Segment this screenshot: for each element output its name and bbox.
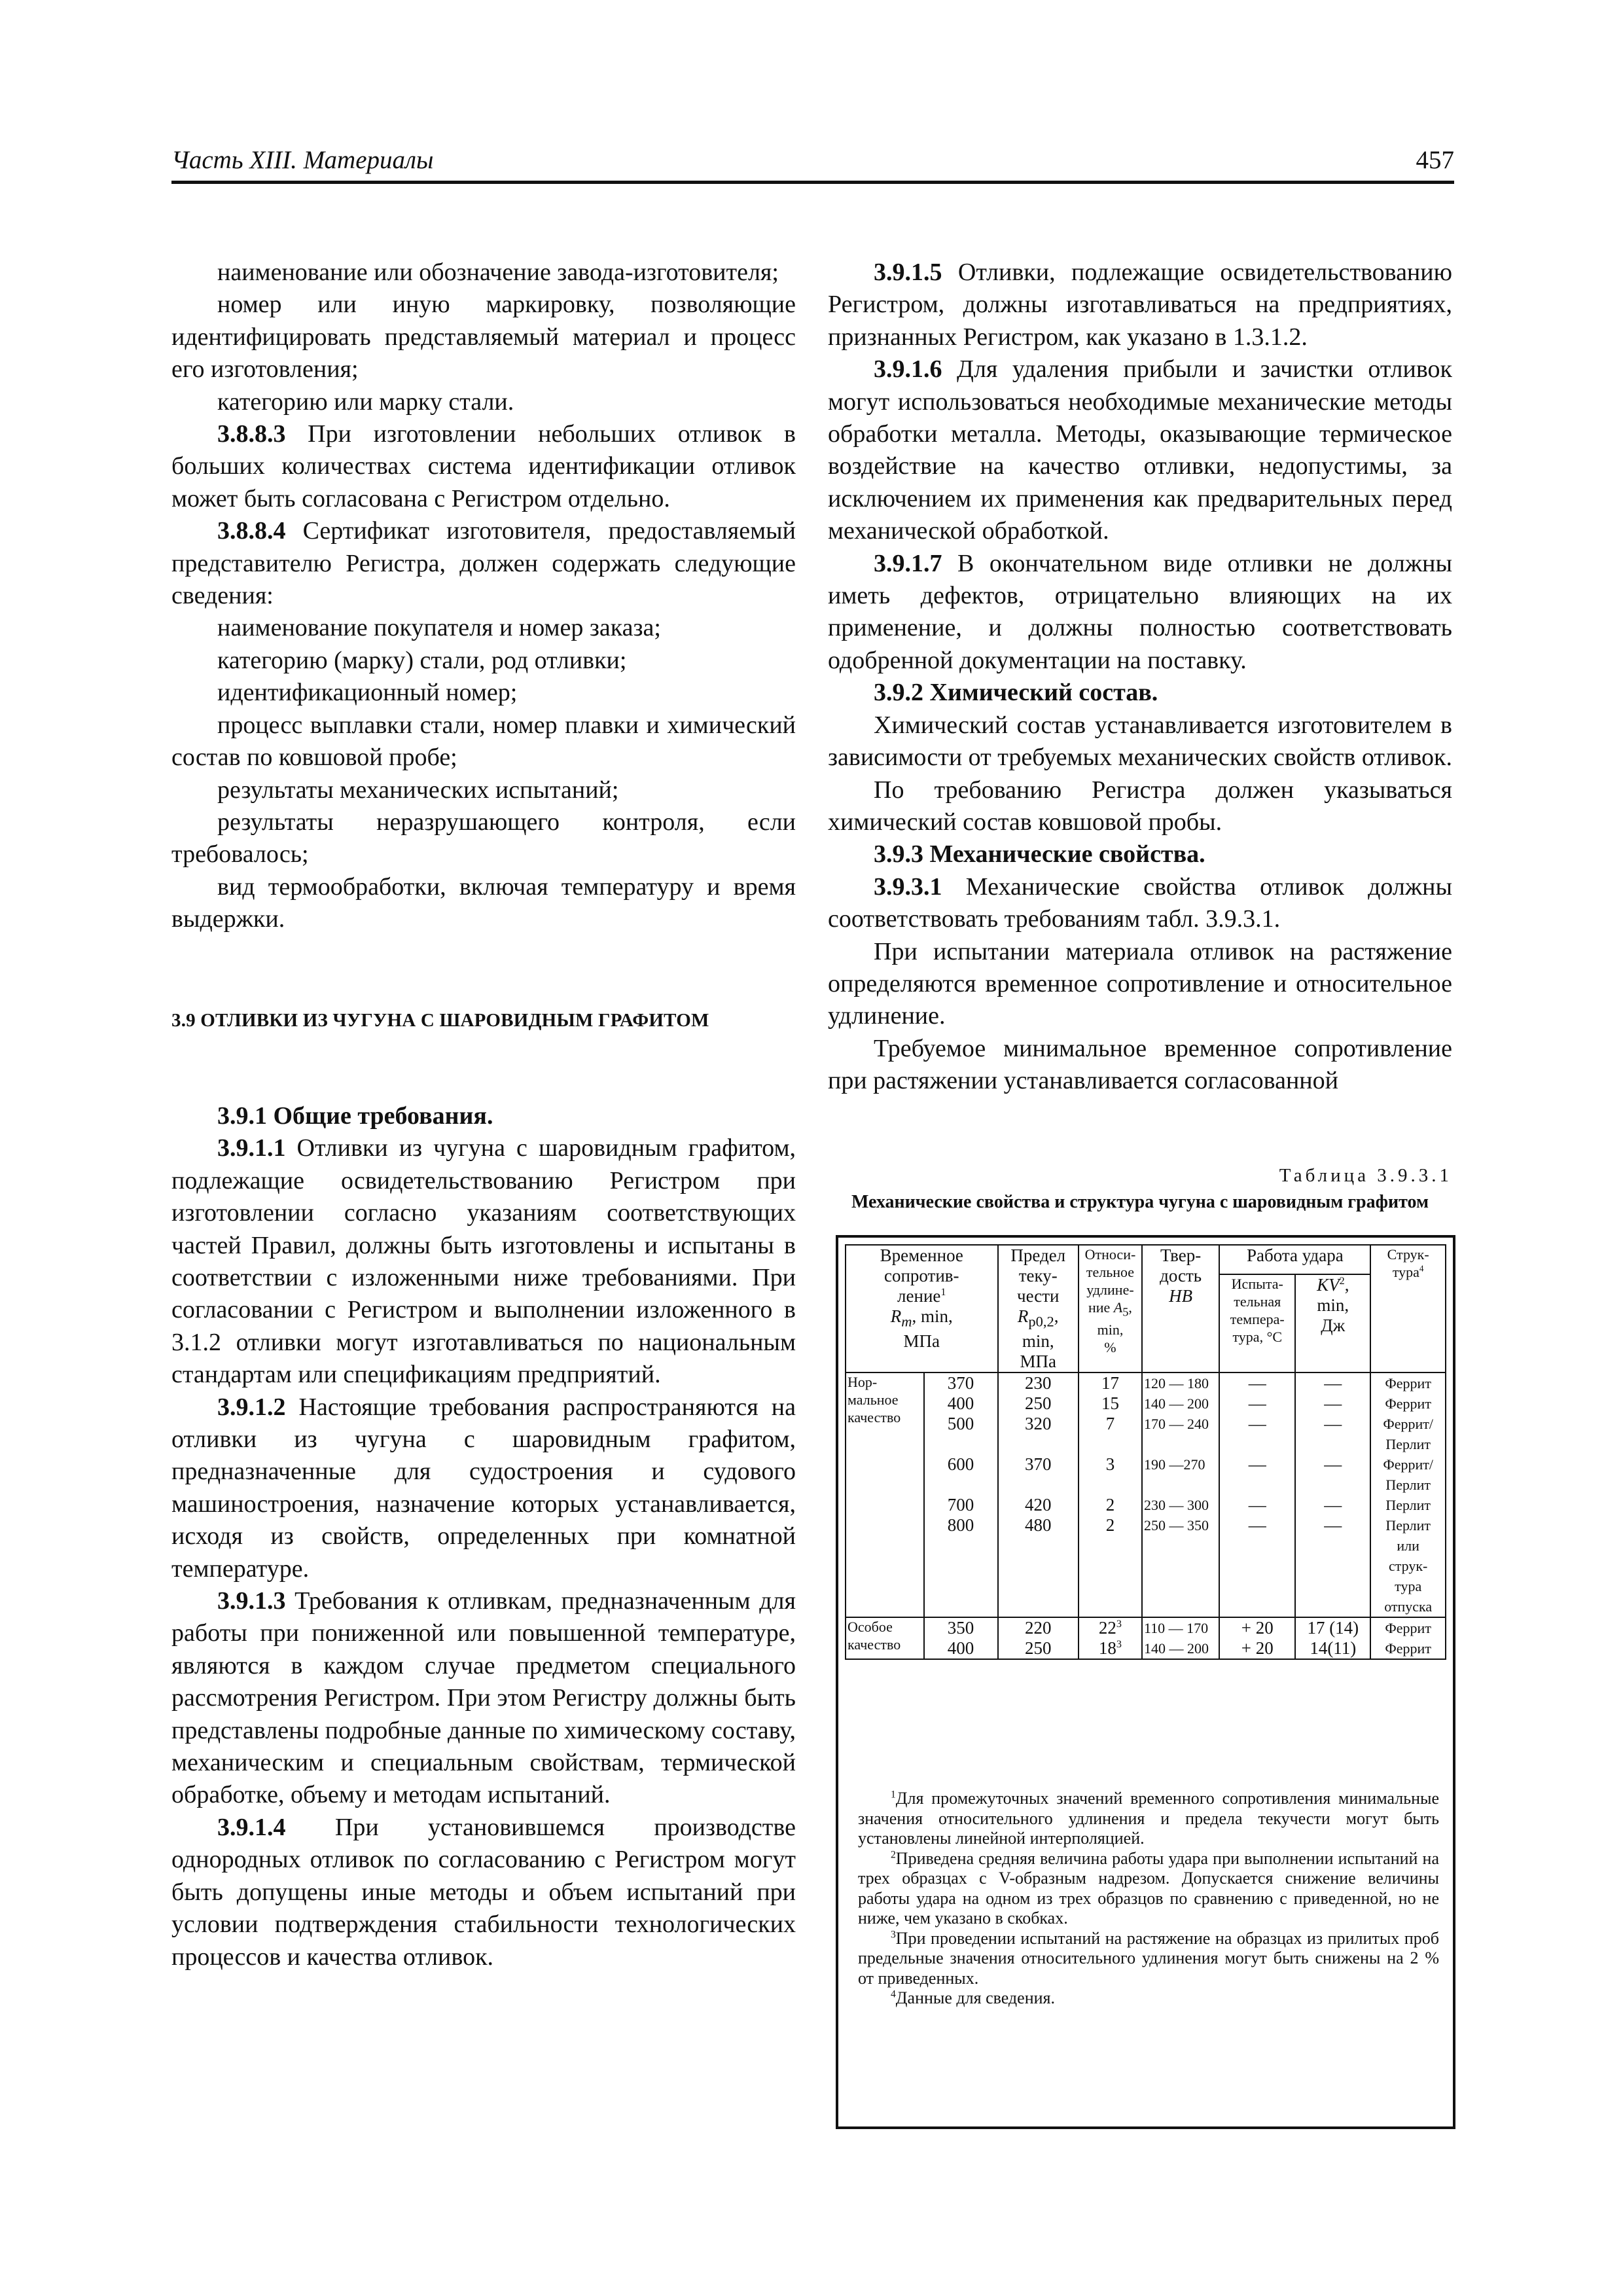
cell-hb: 120 — 180 140 — 200 170 — 240 190 —270 230 — 300 250 — 350 [1142,1372,1219,1617]
clause-number: 3.9.1.1 [217,1134,286,1162]
paragraph-3-8-8-3 [171,418,796,515]
paragraph-3-9-1-3 [171,1585,796,1812]
cell-rm: 350 400 [924,1617,998,1659]
header-impact-energy: Работа удара [1219,1245,1370,1274]
right-column [828,257,1452,1098]
list-item: наименование покупателя и номер заказа; [217,614,661,642]
table-frame [836,1235,1455,2129]
clause-number: 3.9.1.6 [874,355,942,384]
paragraph-3-8-8-4 [171,515,796,612]
subsection-heading: 3.9.3 Механические свойства. [874,840,1205,869]
paragraph: наименование или обозначение завода-изготовителя; [217,259,779,286]
clause-text: В окончательном виде отливки не должны иметь дефектов, отрицательно влияющих на их применение, и должны полностью соответствовать одобренной документации на поставку. [828,549,1452,674]
header-test-temperature: Испыта- тельная темпера- тура, °С [1219,1274,1295,1372]
subsection-heading: 3.9.1 Общие требования. [217,1102,493,1130]
header-tensile-strength: Временное сопротив- ление$^1$ $R_m$, min, МПа [846,1245,998,1372]
clause-number: 3.8.8.3 [217,420,286,448]
list-item: результаты неразрушающего контроля, если требовалось; [171,808,796,869]
section-heading: 3.9 ОТЛИВКИ ИЗ ЧУГУНА С ШАРОВИДНЫМ ГРАФИТОМ [171,1009,709,1031]
page-header [171,145,1454,184]
cell-structure: Феррит Феррит Феррит/ Перлит Феррит/ Перлит Перлит Перлит или струк- тура отпуска [1370,1372,1446,1617]
list-item: идентификационный номер; [217,679,518,707]
header-structure: Струк- тура$^4$ [1370,1245,1446,1372]
clause-text: Требования к отливкам, предназначенным для работы при пониженной или повышенной температуре, являются в каждом случае предметом специального рассмотрения Регистром. При этом Регистру должны быть представлены подробные данные по химическому составу, механическим и специальным свойствам, термической обработке, объему и методам испытаний. [171,1587,796,1809]
cell-a5: $22^3$ $18^3$ [1079,1617,1142,1659]
mechanical-properties-table [845,1244,1446,1660]
footnote-2: $^2$Приведена средняя величина работы удара при выполнении испытаний на трех образцах с V-образным надрезом. Допускается снижение величины работы удара на одном из трех образцов по сравнению с приведенной, но не ниже, чем указано в скобках. [858,1848,1439,1928]
list-item: категорию (марку) стали, род отливки; [217,646,627,674]
cell-hb: 110 — 170 140 — 200 [1142,1617,1219,1659]
list-item: результаты механических испытаний; [217,776,619,804]
clause-text: Отливки, подлежащие освидетельствованию Регистром, должны изготавливаться на предприятиях, признанных Регистром, как указано в 1.3.1.2. [828,259,1452,351]
header-row [846,1245,1446,1274]
footnote-1: $^1$Для промежуточных значений временного сопротивления минимальные значения относительного удлинения и предела текучести могут быть установлены линейной интерполяцией. [858,1789,1439,1848]
table-caption: Таблица 3.9.3.1 [1279,1165,1452,1186]
header-elongation: Относи- тельное удлине- ние $A_5$, min, % [1079,1245,1142,1372]
footnote-4: $^4$Данные для сведения. [891,1988,1055,2007]
paragraph-3-9-1-6 [828,353,1452,547]
paragraph: По требованию Регистра должен указываться химический состав ковшовой пробы. [828,776,1452,836]
cell-kv: 17 (14) 14(11) [1295,1617,1370,1659]
cell-temp: + 20 + 20 [1219,1617,1295,1659]
cell-a5: 17 15 7 3 2 2 [1079,1372,1142,1617]
footnote-3: $^3$При проведении испытаний на растяжение на образцах из прилитых проб предельные значения относительного удлинения могут быть снижены на 2 % от приведенных. [858,1928,1439,1988]
running-title: Часть XIII. Материалы [171,146,434,174]
cell-temp: — — — — — — [1219,1372,1295,1617]
paragraph-3-9-1-1 [171,1132,796,1391]
left-column [171,257,796,1973]
paragraph: номер или иную маркировку, позволяющие идентифицировать представляемый материал и процесс его изготовления; [171,291,796,384]
clause-text: Отливки из чугуна с шаровидным графитом, подлежащие освидетельствованию Регистром при изготовлении согласно указаниям соответствующих частей Правил, должны быть изготовлены и испытаны в соответствии с изложенными ниже требованиями. При согласовании с Регистром и выполнении изложенного в 3.1.2 отливки могут изготавливаться по национальным стандартам или спецификациям предприятий. [171,1134,796,1389]
clause-text: При установившемся производстве однородных отливок по согласованию с Регистром могут быть допущены иные методы и объем испытаний при условии подтверждения стабильности технологических процессов и качества отливок. [171,1813,796,1971]
paragraph: категорию или марку стали. [217,387,514,416]
clause-number: 3.9.1.5 [874,259,942,286]
clause-number: 3.9.1.4 [217,1813,286,1841]
clause-text: Для удаления прибыли и зачистки отливок могут использоваться необходимые механические методы обработки металла. Методы, оказывающие термическое воздействие на качество отливки, недопустимы, за исключением их применения как предварительных перед механической обработкой. [828,355,1452,545]
header-hardness: Твер- дость HB [1142,1245,1219,1372]
clause-number: 3.8.8.4 [217,517,286,545]
group-special-quality: Особое качество [846,1617,924,1659]
clause-text: Механические свойства отливок должны соответствовать требованиям табл. 3.9.3.1. [828,872,1452,933]
table-row-normal [846,1372,1446,1617]
paragraph-3-9-1-4 [171,1812,796,1973]
table-footnotes [858,1789,1439,2009]
clause-text: Настоящие требования распространяются на отливки из чугуна с шаровидным графитом, предназначенные для судостроения и судового машиностроения, назначение которых устанавливается, исходя из свойств, определенных при комнатной температуре. [171,1393,796,1583]
cell-rp: 230 250 320 370 420 480 [998,1372,1079,1617]
header-yield-strength: Предел теку- чести $R_{p0,2}$, min, МПа [998,1245,1079,1372]
subsection-heading: 3.9.2 Химический состав. [874,679,1158,707]
paragraph-3-9-1-7 [828,548,1452,677]
header-kv: $KV^2$, min, Дж [1295,1274,1370,1372]
clause-text: Сертификат изготовителя, предоставляемый представителю Регистра, должен содержать следующие сведения: [171,517,796,610]
cell-rp: 220 250 [998,1617,1079,1659]
paragraph: Требуемое минимальное временное сопротивление при растяжении устанавливается согласованной [828,1034,1452,1095]
cell-structure: Феррит Феррит [1370,1617,1446,1659]
clause-number: 3.9.1.2 [217,1393,286,1421]
page-number: 457 [1416,146,1454,174]
cell-rm: 370 400 500 600 700 800 [924,1372,998,1617]
clause-number: 3.9.3.1 [874,872,942,901]
paragraph-3-9-3-1 [828,871,1452,936]
list-item: вид термообработки, включая температуру и время выдержки. [171,872,796,933]
clause-number: 3.9.1.3 [217,1587,286,1615]
paragraph-3-9-1-5 [828,257,1452,353]
table-row-special [846,1617,1446,1659]
clause-text: При изготовлении небольших отливок в больших количествах система идентификации отливок может быть согласована с Регистром отдельно. [171,420,796,512]
table-title: Механические свойства и структура чугуна с шаровидным графитом [851,1192,1429,1212]
group-normal-quality: Нор- мальное качество [846,1372,924,1617]
paragraph: При испытании материала отливок на растяжение определяются временное сопротивление и относительное удлинение. [828,937,1452,1030]
paragraph: Химический состав устанавливается изготовителем в зависимости от требуемых механических свойств отливок. [828,711,1452,772]
paragraph-3-9-1-2 [171,1391,796,1585]
cell-kv: — — — — — — [1295,1372,1370,1617]
list-item: процесс выплавки стали, номер плавки и химический состав по ковшовой пробе; [171,711,796,772]
clause-number: 3.9.1.7 [874,549,942,577]
